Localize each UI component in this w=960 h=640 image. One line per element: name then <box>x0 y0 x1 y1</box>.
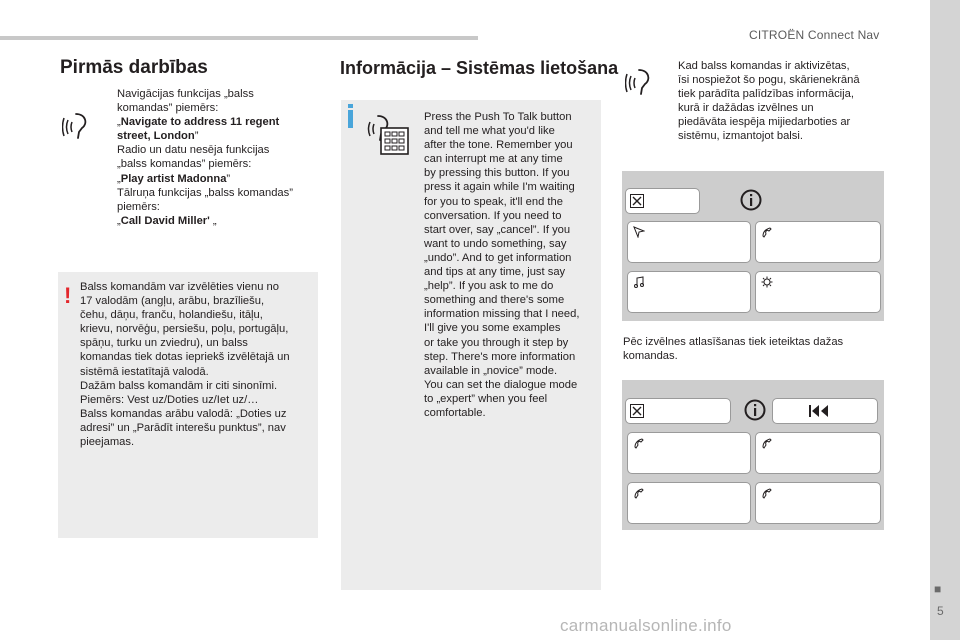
text-segment: ” <box>194 130 199 143</box>
text-line <box>117 101 293 115</box>
text-line <box>117 200 293 214</box>
text-line: press it again while I'm waiting <box>424 181 575 194</box>
text-line: after the tone. Remember you <box>424 139 573 152</box>
page-sidebar <box>930 0 960 640</box>
text-segment: „balss komandas” piemērs: <box>117 158 252 171</box>
text-line: information missing that I need, <box>424 308 580 321</box>
section-title-system-info: Informācija – Sistēmas lietošana <box>340 58 619 78</box>
command-phrase: Navigate to address 11 regent <box>120 116 280 129</box>
help-screen-submenu <box>622 380 884 530</box>
info-icon-dot <box>348 104 353 108</box>
phone-icon <box>633 437 645 449</box>
text-line: You can set the dialogue mode <box>424 378 578 391</box>
text-line <box>117 115 293 129</box>
watermark: carmanualsonline.info <box>560 616 732 635</box>
text-line: tiek parādīta palīdzības informācija, <box>678 88 854 101</box>
text-segment: ” <box>226 172 231 185</box>
warning-text <box>80 280 290 449</box>
text-line: Balss komandas arābu valodā: „Doties uz <box>80 407 287 420</box>
info-text <box>424 110 579 420</box>
text-segment: „ <box>117 116 121 129</box>
text-line: sistēmu, izmantojot balsi. <box>678 130 803 143</box>
text-line: by pressing this button. If you <box>424 167 570 180</box>
command-button-2[interactable] <box>755 432 881 474</box>
text-line: available in „novice” mode. <box>424 364 558 377</box>
phone-icon <box>761 487 773 499</box>
text-line <box>117 87 293 101</box>
command-button-1[interactable] <box>627 432 751 474</box>
command-phrase: Call David Miller' <box>120 214 210 227</box>
menu-settings-button[interactable] <box>755 271 881 313</box>
text-line: čehu, dāņu, franču, holandiešu, itāļu, <box>80 309 263 322</box>
gear-icon <box>761 276 773 288</box>
text-line: to „expert” when you feel <box>424 392 548 405</box>
menu-caption-text <box>623 335 843 363</box>
text-line: 17 valodām (angļu, arābu, brazīliešu, <box>80 295 265 308</box>
text-line <box>117 143 293 157</box>
text-line: īsi nospiežot šo pogu, skārienekrānā <box>678 74 860 87</box>
section-title-first-steps: Pirmās darbības <box>60 57 208 78</box>
text-segment: „ <box>209 214 217 227</box>
text-line: adresi” un „Parādīt interešu punktus”, nav <box>80 421 286 434</box>
text-line: and tell me what you'd like <box>424 125 555 138</box>
text-line: want to undo something, say <box>424 237 567 250</box>
text-segment: „ <box>117 172 121 185</box>
menu-media-button[interactable] <box>627 271 751 313</box>
music-note-icon <box>633 276 645 288</box>
text-line: krievu, norvēģu, persiešu, poļu, portugāļu, <box>80 323 289 336</box>
text-line <box>117 214 293 228</box>
text-line: komandas. <box>623 350 678 363</box>
help-intro-text <box>678 59 860 144</box>
text-line: Kad balss komandas ir aktivizētas, <box>678 60 850 72</box>
close-icon <box>630 404 644 418</box>
menu-navigation-button[interactable] <box>627 221 751 263</box>
text-line: conversation. If you need to <box>424 209 562 222</box>
header-rule <box>0 36 478 40</box>
text-line <box>117 172 293 186</box>
text-line: Piemērs: Vest uz/Doties uz/Iet uz/… <box>80 393 259 406</box>
text-line: or take you through it step by <box>424 336 569 349</box>
text-line <box>117 186 293 200</box>
phone-icon <box>633 487 645 499</box>
command-phrase: street, London <box>117 130 195 143</box>
voice-command-icon-2 <box>625 64 659 98</box>
info-circle-icon[interactable] <box>744 399 766 421</box>
text-line: piedāvāta iespēja mijiedarboties ar <box>678 116 851 129</box>
text-line: Press the Push To Talk button <box>424 111 572 123</box>
text-line: komandas tiek dotas iepriekš izvēlētajā un <box>80 351 290 364</box>
back-arrow-icon <box>809 404 831 418</box>
text-line: start over, say „cancel”. If you <box>424 223 571 236</box>
text-line: comfortable. <box>424 406 486 419</box>
text-segment: „ <box>117 214 121 227</box>
text-segment: Navigācijas funkcijas „balss <box>117 88 254 100</box>
text-line: spāņu, turku un zviedru), un balss <box>80 337 248 350</box>
text-line: Pēc izvēlnes atlasīšanas tiek ieteiktas dažas <box>623 336 844 348</box>
phone-icon <box>761 226 773 238</box>
voice-help-screen-icon <box>366 112 412 156</box>
voice-command-examples <box>117 87 293 228</box>
text-line: sistēmā iestatītajā valodā. <box>80 365 209 378</box>
close-button-2[interactable] <box>625 398 731 424</box>
help-screen-main <box>622 171 884 321</box>
voice-command-icon <box>62 108 96 142</box>
menu-phone-button[interactable] <box>755 221 881 263</box>
text-line: kurā ir dažādas izvēlnes un <box>678 102 814 115</box>
info-circle-icon[interactable] <box>740 189 762 211</box>
close-button[interactable] <box>625 188 700 214</box>
text-line: Balss komandām var izvēlēties vienu no <box>80 281 279 293</box>
warning-icon: ! <box>64 283 72 308</box>
command-button-3[interactable] <box>627 482 751 524</box>
command-button-4[interactable] <box>755 482 881 524</box>
text-line: something and there's some <box>424 294 565 307</box>
navigation-icon <box>633 226 645 238</box>
command-phrase: Play artist Madonna <box>120 172 227 185</box>
back-button[interactable] <box>772 398 878 424</box>
text-segment: Radio un datu nesēja funkcijas <box>117 144 270 157</box>
text-segment: komandas” piemērs: <box>117 102 219 115</box>
text-line: „undo”. And to get information <box>424 251 572 264</box>
text-line: pieejamas. <box>80 436 135 449</box>
text-segment: Tālruņa funkcijas „balss komandas” <box>117 186 293 199</box>
phone-icon <box>761 437 773 449</box>
text-segment: piemērs: <box>117 200 160 213</box>
text-line: and tips at any time, just say <box>424 266 566 279</box>
text-line: Dažām balss komandām ir citi sinonīmi. <box>80 379 278 392</box>
text-line: „help”. If you ask to me do <box>424 280 554 293</box>
brand-label: CITROËN Connect Nav <box>749 28 880 42</box>
text-line: can interrupt me at any time <box>424 153 563 166</box>
text-line: for you to speak, it'll end the <box>424 195 563 208</box>
page-marker: ■ <box>934 582 942 596</box>
close-icon <box>630 194 644 208</box>
text-line <box>117 129 293 143</box>
page-number: 5 <box>937 604 944 618</box>
info-icon <box>348 110 353 128</box>
text-line: step. There's more information <box>424 350 576 363</box>
text-line <box>117 157 293 171</box>
text-line: I'll give you some examples <box>424 322 561 335</box>
